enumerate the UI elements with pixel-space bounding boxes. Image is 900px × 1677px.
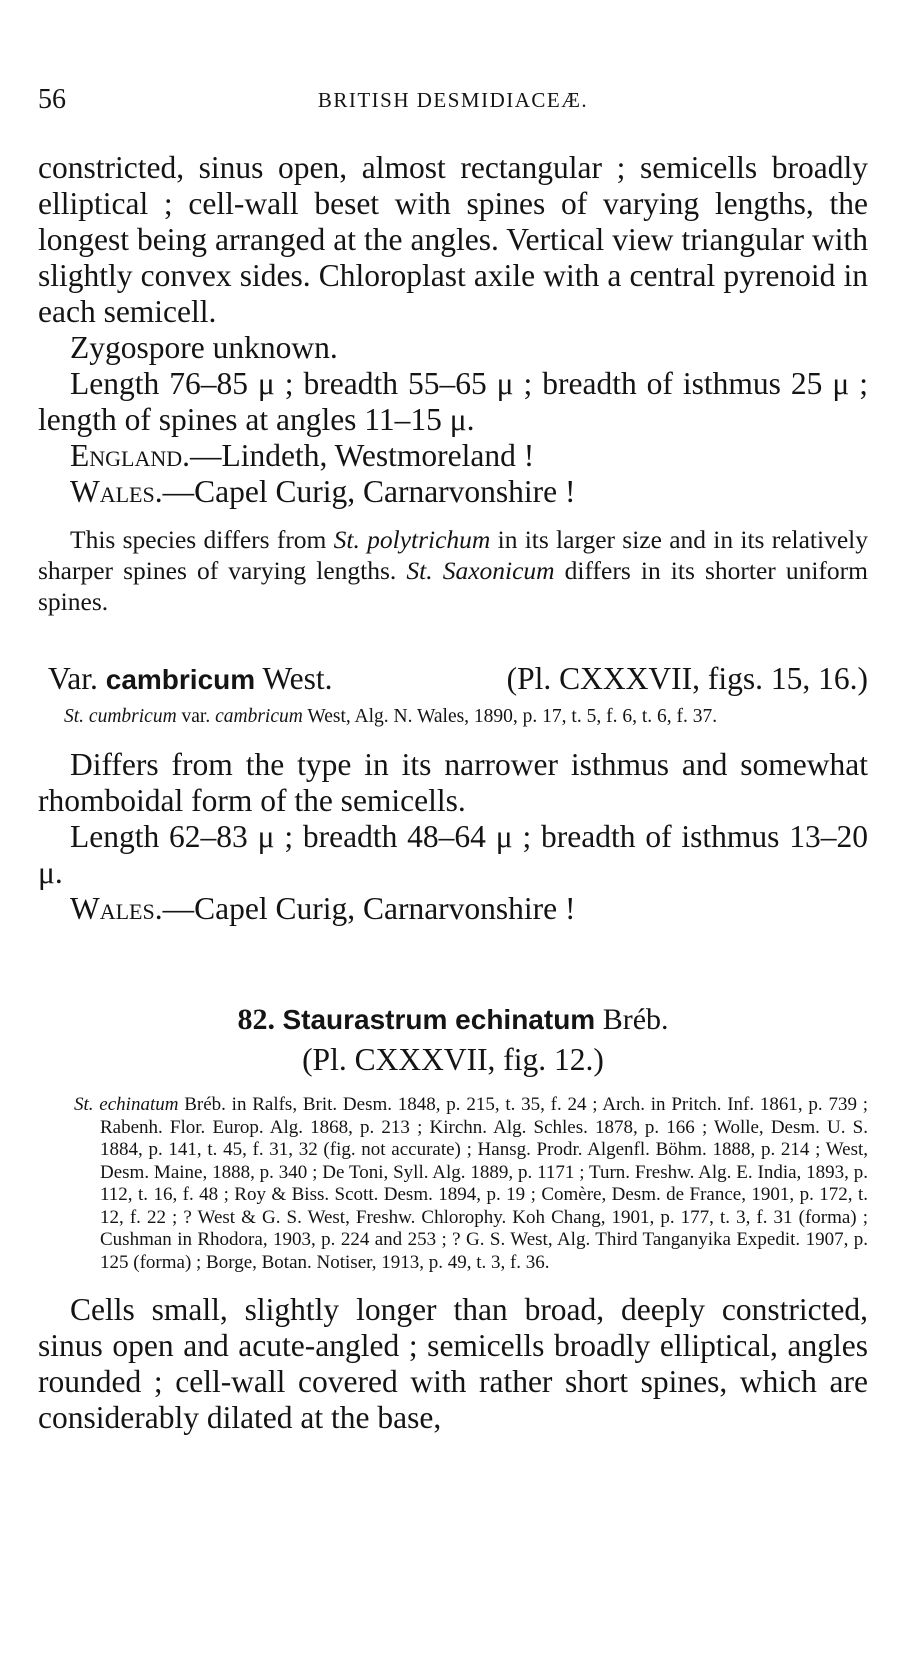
variety-locality — [38, 891, 868, 927]
synonym-name: St. cumbricum — [64, 706, 177, 727]
note-part1: This species differs from — [70, 525, 334, 554]
continued-description-block — [38, 150, 868, 510]
species-description: Cells small, slightly longer than broad, deeply constricted, sinus open and acute-angled ; semicells broadly elliptical, angles rounded ; cell-wall covered with rather short spines, which are considerably dilated at the base, — [38, 1292, 868, 1435]
species-heading — [38, 1000, 868, 1040]
locality-england — [38, 438, 868, 474]
species-plate-ref: (Pl. CXXXVII, fig. 12.) — [302, 1042, 604, 1077]
locality-wales — [38, 474, 868, 510]
zygospore-note: Zygospore unknown. — [70, 330, 338, 365]
locality-region: Wales — [70, 890, 155, 926]
note-species-1: St. polytrichum — [333, 525, 491, 554]
page-number: 56 — [38, 84, 66, 115]
synonym-citation: West, Alg. N. Wales, 1890, p. 17, t. 5, f. 6, t. 6, f. 37. — [302, 706, 718, 727]
species-block — [38, 1000, 868, 1436]
variety-title — [48, 660, 333, 699]
note-part2: in its larger size and in its relatively sharper spines of varying lengths. — [38, 525, 868, 585]
continued-description: constricted, sinus open, almost rectangular ; semicells broadly elliptical ; cell-wall beset with spines of varying lengths, the longest being arranged at the angles. Vertical view triangular with slightly convex sides. Chloroplast axile with a central pyrenoid in each semicell. — [38, 150, 868, 329]
page-header — [38, 84, 868, 124]
measurements: Length 76–85 μ ; breadth 55–65 μ ; breadth of isthmus 25 μ ; length of spines at angles 11–15 μ. — [38, 366, 868, 437]
note-part3: differs in its shorter uniform spines. — [38, 556, 869, 616]
species-number: 82. — [237, 1003, 275, 1036]
locality-text: .—Capel Curig, Carnarvonshire ! — [154, 890, 576, 926]
species-author: Bréb. — [602, 1003, 669, 1036]
locality-region: Wales — [70, 474, 155, 509]
variety-heading — [38, 660, 868, 699]
variety-author: West. — [255, 661, 333, 696]
variety-plate-ref: (Pl. CXXXVII, figs. 15, 16.) — [506, 661, 868, 696]
note-species-2: St. Saxonicum — [406, 556, 555, 585]
species-synonymy — [38, 1094, 868, 1274]
synonym-name: St. echinatum — [74, 1094, 179, 1115]
variety-synonymy — [38, 705, 868, 729]
locality-region: England — [70, 438, 183, 473]
variety-description: Differs from the type in its narrower isthmus and somewhat rhomboidal form of the semicells. — [38, 746, 868, 818]
synonym-citations: Bréb. in Ralfs, Brit. Desm. 1848, p. 215, t. 35, f. 24 ; Arch. in Pritch. Inf. 1861, p. 739 ; Rabenh. Flor. Europ. Alg. 1868, p. 213 ; Kirchn. Alg. Schles. 1878, p. 166 ; Wolle, Desm. U. S. 1884, p. 141, t. 45, f. 31, 32 (fig. not accurate) ; Hansg. Prodr. Algenfl. Böhm. 1888, p. 214 ; West, Desm. Maine, 1888, p. 340 ; De Toni, Syll. Alg. 1889, p. 1171 ; Turn. Freshw. Alg. E. India, 1893, p. 112, t. 16, f. 48 ; Roy & Biss. Scott. Desm. 1894, p. 19 ; Comère, Desm. de France, 1901, p. 172, t. 12, f. 22 ; ? West & G. S. West, Freshw. Chlorophy. Koh Chang, 1901, p. 177, t. 3, f. 31 (forma) ; Cushman in Rhodora, 1903, p. 224 and 253 ; ? G. S. West, Alg. Third Tanganyika Expedit. 1907, p. 125 (forma) ; Borge, Botan. Notiser, 1913, p. 49, t. 3, f. 36. — [100, 1094, 868, 1273]
variety-prefix: Var. — [48, 661, 106, 696]
synonym-variety: cambricum — [215, 706, 303, 727]
species-name: Staurastrum echinatum — [282, 1004, 596, 1035]
locality-text: .—Lindeth, Westmoreland ! — [182, 438, 535, 473]
variety-name: cambricum — [105, 664, 256, 695]
comparison-note-block — [38, 524, 868, 617]
variety-measurements: Length 62–83 μ ; breadth 48–64 μ ; breadth of isthmus 13–20 μ. — [38, 818, 868, 890]
variety-block — [38, 660, 868, 927]
running-title: BRITISH DESMIDIACEÆ. — [317, 88, 589, 112]
synonym-connector: var. — [176, 706, 216, 727]
comparison-note — [38, 524, 868, 617]
locality-text: .—Capel Curig, Carnarvonshire ! — [154, 474, 576, 509]
